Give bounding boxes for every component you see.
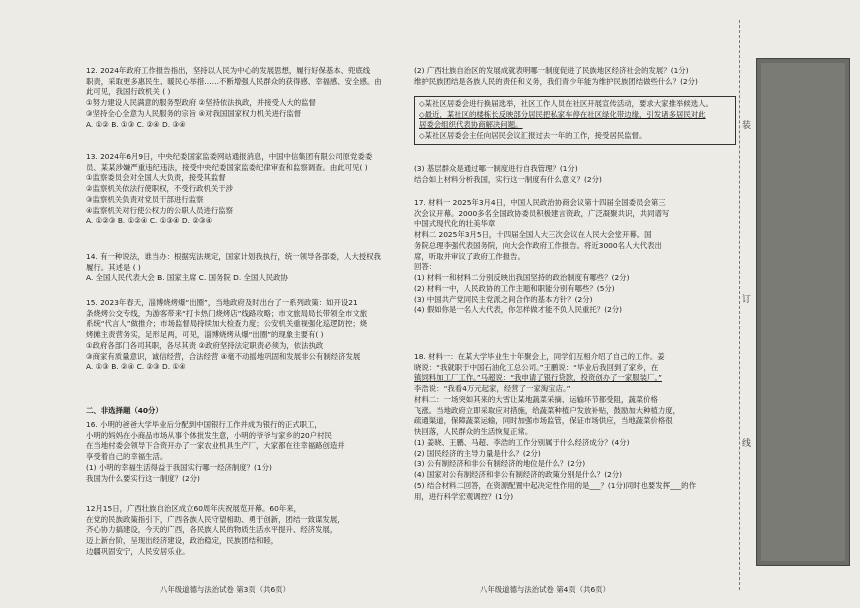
q13-line: ③监察机关负责对党员干部进行监察 [86,194,204,204]
q16-line: 我国为什么要实行这一制度？(2分) [86,473,200,483]
q16d-line: (3) 基层群众是通过哪一制度进行自我管理？(1分) [414,164,578,173]
question-16-part2 [414,66,736,87]
q12-line: 12. 2024年政府工作报告指出，坚持以人民为中心的发展思想，履行好保基本、兜底线 [86,66,371,75]
q17-line: 17. 材料一 2025年3月4日，中国人民政治协商会议第十四届全国委员会第三 [414,198,666,207]
q18-line: 用，进行科学宏观调控？(1分) [414,491,514,501]
binding-line [739,20,740,590]
q17-line: 席，听取并审议了政府工作报告。 [414,251,525,261]
q18-line: 18. 材料一：在某大学毕业生十年聚会上，同学们互相介绍了自己的工作。姜 [414,352,665,361]
question-16-material [86,504,408,558]
q16b-line: 迈上新台阶，呈现出经济建设，政治稳定，民族团结和睦， [86,536,279,546]
q15-line: ③商家有质量意识，诚信经营，合法经营 ④毫不动摇地巩固和发展非公有制经济发展 [86,351,361,361]
q14-line: 履行。其述是 ( ) [86,262,141,272]
question-16 [86,420,408,484]
page-footer-left: 八年级道德与法治试卷 第3页（共6页） [160,585,291,594]
box-line: ◇最近，某社区的楼栋长反映部分居民把私家车停在社区绿化带边缘，引发诸多居民对此 [419,109,706,119]
q18-line: 李浩说：“我看4万元起家，经营了一家淘宝店。” [414,384,571,394]
q16-line: 在当地村委会领导下合资开办了一家农业机具生产厂，大家都在往幸福路创造并 [86,441,345,451]
question-13 [86,152,408,227]
q12-line: 职责，采取更多惠民生、暖民心举措……不断增强人民群众的获得感、幸福感、安全感。由 [86,76,382,86]
right-column [414,0,736,608]
q14-options: A. 全国人民代表大会 B. 国家主席 C. 国务院 D. 全国人民政协 [86,273,288,283]
box-line: ◇某社区居委会主任向居民会议汇报过去一年的工作，接受居民监督。 [419,131,647,141]
q18-line: 材料二：一场突如其来的大雪让某地蔬菜采摘、运输环节都受阻，蔬菜价格 [414,394,658,404]
q12-line: ③坚持全心全意为人民服务的宗旨 ④对我国国家权力机关进行监督 [86,108,302,118]
page-footer-right: 八年级道德与法治试卷 第4页（共6页） [480,585,611,594]
q18-line: 镇饲料加工厂工作。”马超说：“我申请了银行贷款，投资创办了一家服装厂。” [414,373,662,383]
q17-line: 回答： [414,262,437,272]
question-16-part3 [414,164,736,185]
box-line: 居委会组织代表协商解决问题。 [419,120,523,130]
q12-line: ①努力建设人民满意的服务型政府 ②坚持依法执政，并接受人大的监督 [86,98,316,108]
q18-line: 疏通渠道，保障蔬菜运输，同时加强市场监管，保证市场供应，当地蔬菜价格很 [414,416,673,426]
q17-line: 次会议开幕。2000多名全国政协委员积极建言资政，广泛凝聚共识，共同谱写 [414,208,670,218]
q16-line: 享受着自己的幸福生活。 [86,452,168,462]
q17-line: (2) 材料一中，人民政协的工作主题和职能分别有哪些？(5分) [414,283,615,293]
q18-line: 晓说：“我就职于中国石油化工总公司。”王鹏说：“毕业后我回到了家乡，在 [414,362,659,372]
q18-line: (5) 结合材料二回答，在资源配置中起决定性作用的是___？(1分)同时也要发挥___的作 [414,480,696,490]
question-12 [86,66,408,130]
q16c-line: 维护民族团结是各族人民的责任和义务，我们青少年能为维护民族团结做些什么？(2分) [414,76,698,86]
section-heading: 二、非选择题（40分） [86,406,163,415]
q13-options: A. ①②③ B. ①②④ C. ①③④ D. ②③④ [86,216,213,226]
q12-line: 此可见，我国行政机关 ( ) [86,87,171,97]
margin-char-xian: 线 [742,439,752,449]
q18-line: (2) 国民经济的主导力量是什么？(2分) [414,448,541,458]
q16b-line: 12月15日，广西壮族自治区成立60周年庆祝展览开幕。60年来， [86,504,301,513]
q15-line: ①政府各部门各司其职，各尽其责 ②政府坚持法定职责必须为，依法执政 [86,340,324,350]
q18-line: (4) 国家对公有制经济和非公有制经济的政策分别是什么？(2分) [414,470,623,480]
q16-line: (1) 小明的幸福生活得益于我国实行哪一经济制度？(1分) [86,462,272,472]
q13-line: 员、某某涉嫌严重违纪违法，接受中央纪委国家监委纪律审查和监察调查。由此可见( ) [86,162,368,172]
question-15 [86,298,408,373]
q16c-line: (2) 广西壮族自治区的发展成就表明哪一制度促进了民族地区经济社会的发展？(1分) [414,66,689,75]
q16-line: 16. 小明的爸爸大学毕业后分配到中国银行工作并成为银行的正式职工， [86,420,322,429]
q16b-line: 齐心协力搞建设，今天的广西，各民族人民的物质生活水平提升、经济发展， [86,525,338,535]
q17-line: 中国式现代化的壮美华章 [414,219,496,229]
margin-char-zhuang: 装 [742,121,752,131]
q13-line: 13. 2024年6月9日，中央纪委国家监委网站通报消息，中国中信集团有限公司原党委委 [86,152,373,161]
q18-line: (1) 姜晓、王鹏、马超、李浩的工作分别属于什么经济成分？(4分) [414,437,630,447]
q15-line: 条烧烤公交专线，为游客带来“打卡热门烧烤店”线路攻略；市文旅局局长带领全市文旅 [86,308,368,318]
q13-line: ④监察机关对行使公权力的公职人员进行监察 [86,205,234,215]
q13-line: ②监察机关依法行使职权，不受行政机关干涉 [86,184,234,194]
q16b-line: 在党的民族政策指引下，广西各族人民守望相助、勇于创新，团结一致谋发展， [86,514,345,524]
q16-line: 小明的妈妈在小商品市场从事个体批发生意，小明的爷爷与家乡的20户村民 [86,430,332,440]
score-sidebar-inner [761,63,845,561]
q17-line: (4) 假如你是一名人大代表，你怎样做才能不负人民重托？(2分) [414,305,623,315]
q18-line: 飞涨。当地政府立即采取应对措施，给蔬菜种植户发放补贴，鼓励加大种植力度， [414,405,681,415]
margin-char-ding: 订 [742,295,752,305]
left-column [86,0,408,608]
question-17 [414,198,736,316]
q14-line: 14. 有一种说法，谁当办：根据宪法规定，国家计划我执行，统一领导各部委，人大授权我 [86,252,381,261]
q17-line: 材料二 2025年3月5日，十四届全国人大三次会议在人民大会堂开幕。国 [414,230,652,240]
question-18 [414,352,736,502]
q15-line: 烤摊主责营务实，足形足两，可见，淄博烧烤从爆“出圈”的现象主要有( ) [86,330,324,340]
q18-line: (3) 公有制经济和非公有制经济的地位是什么？(2分) [414,459,586,469]
question-14 [86,252,408,284]
q16b-line: 边疆巩固安宁，人民安居乐业。 [86,546,190,556]
q17-line: (3) 中国共产党同民主党派之间合作的基本方针？(2分) [414,294,593,304]
q15-line: 15. 2023年春天，淄博烧烤爆“出圈”，当地政府及时出台了一系列政策：如开设21 [86,298,358,307]
q13-line: ①监察委员会对全国人大负责，接受其监督 [86,173,226,183]
box-line: ◇某社区居委会进行换届选举，社区工作人员在社区开展宣传活动，要求大家推举候选人。 [419,99,713,108]
q16d-line: 结合如上材料分析我国，实行这一制度有什么意义？(2分) [414,174,602,184]
q17-line: 务院总理李强代表国务院，向大会作政府工作报告。将近3000名人大代表出 [414,240,662,250]
q15-line: 系统“代言人”做推介；市场监督局持续加大检查力度；公安机关重视强化巡逻防控；烧 [86,319,368,329]
q12-options: A. ①② B. ①③ C. ②④ D. ③④ [86,119,186,129]
score-sidebar [756,58,850,566]
q17-line: (1) 材料一和材料二分别反映出我国坚持的政治制度有哪些？(2分) [414,273,630,283]
q15-options: A. ①③ B. ②④ C. ②③ D. ①④ [86,362,186,372]
material-box [414,96,736,145]
q18-line: 快回落，人民群众的生活恢复正常。 [414,427,533,437]
